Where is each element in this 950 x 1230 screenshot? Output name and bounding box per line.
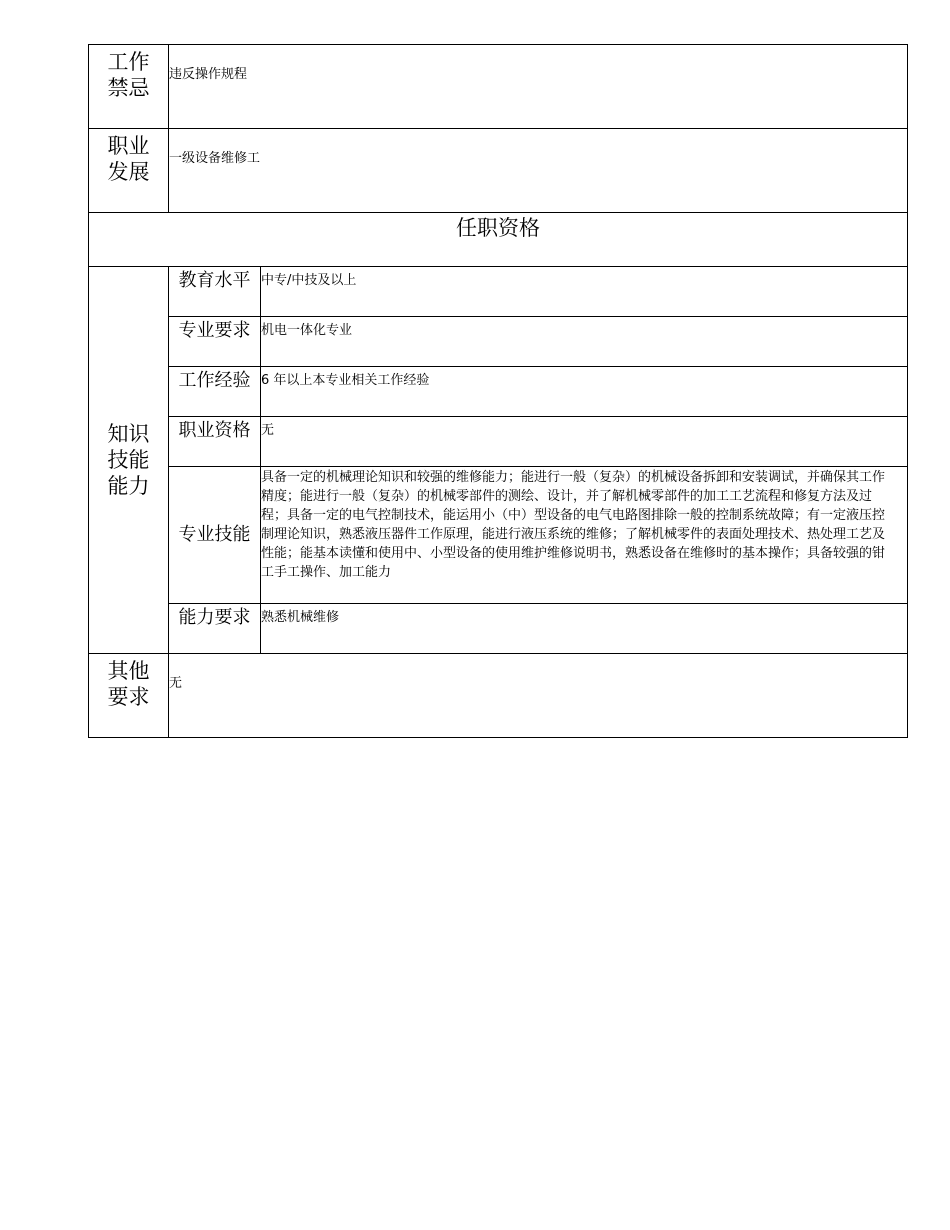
other-requirements-value: 无 [169,654,908,738]
career-development-label: 职业发展 [89,129,169,213]
row-professional-skills [89,467,908,604]
ability-requirements-value: 熟悉机械维修 [261,604,908,654]
work-taboo-label: 工作禁忌 [89,45,169,129]
row-major [89,317,908,367]
professional-qualification-value: 无 [261,417,908,467]
professional-qualification-label: 职业资格 [169,417,261,467]
job-description-table [88,44,908,738]
other-requirements-label: 其他要求 [89,654,169,738]
row-work-taboo [89,45,908,129]
work-taboo-value: 违反操作规程 [169,45,908,129]
qualifications-header: 任职资格 [89,213,908,267]
work-experience-label: 工作经验 [169,367,261,417]
professional-skills-value: 具备一定的机械理论知识和较强的维修能力；能进行一般（复杂）的机械设备拆卸和安装调试，并确保其工作精度；能进行一般（复杂）的机械零部件的测绘、设计，并了解机械零部件的加工工艺流程和修复方法及过程；具备一定的电气控制技术，能运用小（中）型设备的电气电路图排除一般的控制系统故障；有一定液压控制理论知识，熟悉液压器件工作原理，能进行液压系统的维修；了解机械零件的表面处理技术、热处理工艺及性能；能基本读懂和使用中、小型设备的使用维护维修说明书，熟悉设备在维修时的基本操作；具备较强的钳工手工操作、加工能力 [261,467,908,604]
professional-skills-label: 专业技能 [169,467,261,604]
work-experience-value: 6 年以上本专业相关工作经验 [261,367,908,417]
major-label: 专业要求 [169,317,261,367]
row-ability-requirements [89,604,908,654]
row-professional-qualification [89,417,908,467]
row-qualifications-header [89,213,908,267]
row-work-experience [89,367,908,417]
row-other-requirements [89,654,908,738]
knowledge-skills-ability-label: 知识技能能力 [89,267,169,654]
education-label: 教育水平 [169,267,261,317]
ability-requirements-label: 能力要求 [169,604,261,654]
row-education [89,267,908,317]
row-career-development [89,129,908,213]
education-value: 中专/中技及以上 [261,267,908,317]
career-development-value: 一级设备维修工 [169,129,908,213]
major-value: 机电一体化专业 [261,317,908,367]
